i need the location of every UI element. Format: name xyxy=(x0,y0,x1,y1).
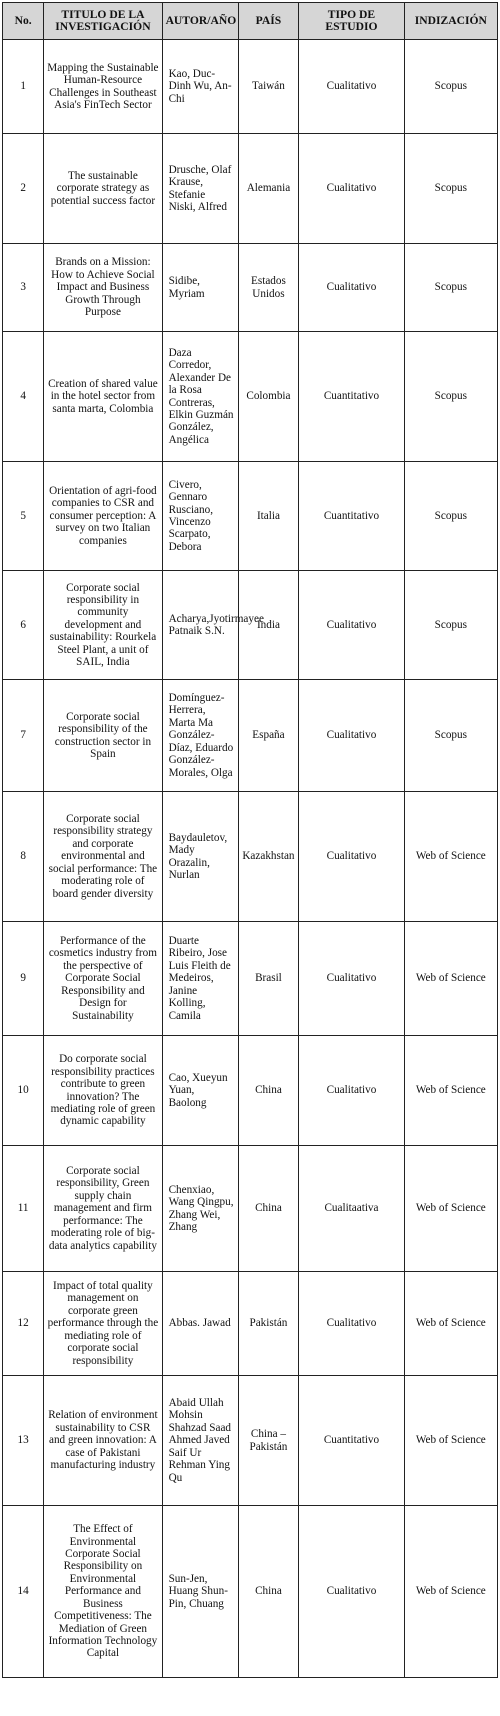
cell-study-type: Cualitativo xyxy=(299,680,404,792)
cell-country: China – Pakistán xyxy=(238,1376,299,1506)
table-row xyxy=(3,40,498,134)
cell-study-type: Cualitativo xyxy=(299,1506,404,1678)
cell-no: 7 xyxy=(3,680,44,792)
header-no: No. xyxy=(3,3,44,40)
header-author: AUTOR/AÑO xyxy=(162,3,238,40)
header-indexing: INDIZACIÓN xyxy=(404,3,497,40)
cell-study-type: Cuantitativo xyxy=(299,1376,404,1506)
cell-no: 11 xyxy=(3,1146,44,1272)
table-row xyxy=(3,1506,498,1678)
cell-country: China xyxy=(238,1036,299,1146)
cell-no: 2 xyxy=(3,134,44,244)
cell-study-type: Cuantitativo xyxy=(299,332,404,462)
cell-no: 5 xyxy=(3,462,44,571)
cell-no: 4 xyxy=(3,332,44,462)
cell-author: Kao, Duc-Dinh Wu, An-Chi xyxy=(162,40,238,134)
table-row xyxy=(3,571,498,680)
header-title: TITULO DE LA INVESTIGACIÓN xyxy=(44,3,162,40)
header-country: PAÍS xyxy=(238,3,299,40)
table-row xyxy=(3,792,498,922)
cell-country: Italia xyxy=(238,462,299,571)
cell-country: Taiwán xyxy=(238,40,299,134)
cell-country: India xyxy=(238,571,299,680)
cell-no: 3 xyxy=(3,244,44,332)
cell-indexing: Scopus xyxy=(404,462,497,571)
table-row xyxy=(3,332,498,462)
cell-no: 8 xyxy=(3,792,44,922)
cell-study-type: Cualitativo xyxy=(299,922,404,1036)
cell-author: Daza Corredor, Alexander De la Rosa Contreras, Elkin Guzmán González, Angélica xyxy=(162,332,238,462)
cell-country: Kazakhstan xyxy=(238,792,299,922)
cell-author: Sun-Jen, Huang Shun-Pin, Chuang xyxy=(162,1506,238,1678)
cell-no: 1 xyxy=(3,40,44,134)
table-row xyxy=(3,244,498,332)
table-row xyxy=(3,134,498,244)
cell-title: Mapping the Sustainable Human-Resource Challenges in Southeast Asia's FinTech Sector xyxy=(44,40,162,134)
cell-study-type: Cualitativo xyxy=(299,1272,404,1376)
cell-study-type: Cualitaativa xyxy=(299,1146,404,1272)
cell-study-type: Cualitativo xyxy=(299,40,404,134)
cell-no: 13 xyxy=(3,1376,44,1506)
cell-study-type: Cualitativo xyxy=(299,571,404,680)
cell-author: Duarte Ribeiro, Jose Luis Fleith de Medeiros, Janine Kolling, Camila xyxy=(162,922,238,1036)
cell-title: Creation of shared value in the hotel sector from santa marta, Colombia xyxy=(44,332,162,462)
table-row xyxy=(3,922,498,1036)
cell-study-type: Cuantitativo xyxy=(299,462,404,571)
cell-indexing: Scopus xyxy=(404,332,497,462)
cell-indexing: Web of Science xyxy=(404,1376,497,1506)
cell-author: Abaid Ullah Mohsin Shahzad Saad Ahmed Javed Saif Ur Rehman Ying Qu xyxy=(162,1376,238,1506)
cell-country: China xyxy=(238,1146,299,1272)
cell-study-type: Cualitativo xyxy=(299,134,404,244)
cell-country: Alemania xyxy=(238,134,299,244)
cell-author: Acharya,Jyotirmayee Patnaik S.N. xyxy=(162,571,238,680)
table-row xyxy=(3,680,498,792)
cell-country: Colombia xyxy=(238,332,299,462)
table-row xyxy=(3,1036,498,1146)
cell-no: 14 xyxy=(3,1506,44,1678)
cell-indexing: Scopus xyxy=(404,680,497,792)
cell-author: Baydauletov, Mady Orazalin, Nurlan xyxy=(162,792,238,922)
cell-author: Cao, Xueyun Yuan, Baolong xyxy=(162,1036,238,1146)
cell-title: Performance of the cosmetics industry from the perspective of Corporate Social Responsibility and Design for Sustainability xyxy=(44,922,162,1036)
header-row xyxy=(3,3,498,40)
cell-indexing: Scopus xyxy=(404,134,497,244)
cell-indexing: Web of Science xyxy=(404,1272,497,1376)
cell-author: Civero, Gennaro Rusciano, Vincenzo Scarpato, Debora xyxy=(162,462,238,571)
cell-title: Do corporate social responsibility practices contribute to green innovation? The mediating role of green dynamic capability xyxy=(44,1036,162,1146)
cell-title: Impact of total quality management on corporate green performance through the mediating role of corporate social responsibility xyxy=(44,1272,162,1376)
cell-indexing: Web of Science xyxy=(404,922,497,1036)
cell-indexing: Web of Science xyxy=(404,1146,497,1272)
table-row xyxy=(3,462,498,571)
cell-country: España xyxy=(238,680,299,792)
cell-no: 10 xyxy=(3,1036,44,1146)
cell-title: Corporate social responsibility in community development and sustainability: Rourkela Steel Plant, a unit of SAIL, India xyxy=(44,571,162,680)
cell-indexing: Web of Science xyxy=(404,1036,497,1146)
header-study-type: TIPO DE ESTUDIO xyxy=(299,3,404,40)
cell-country: China xyxy=(238,1506,299,1678)
cell-no: 6 xyxy=(3,571,44,680)
cell-country: Estados Unidos xyxy=(238,244,299,332)
cell-indexing: Scopus xyxy=(404,40,497,134)
cell-title: Corporate social responsibility strategy and corporate environmental and social performance: The moderating role of board gender diversity xyxy=(44,792,162,922)
cell-indexing: Web of Science xyxy=(404,792,497,922)
cell-study-type: Cualitativo xyxy=(299,1036,404,1146)
cell-country: Brasil xyxy=(238,922,299,1036)
cell-author: Drusche, Olaf Krause, Stefanie Niski, Alfred xyxy=(162,134,238,244)
cell-author: Chenxiao, Wang Qingpu, Zhang Wei, Zhang xyxy=(162,1146,238,1272)
cell-title: Relation of environment sustainability to CSR and green innovation: A case of Pakistani manufacturing industry xyxy=(44,1376,162,1506)
cell-no: 9 xyxy=(3,922,44,1036)
cell-title: The Effect of Environmental Corporate Social Responsibility on Environmental Performance and Business Competitiveness: The Mediation of Green Information Technology Capital xyxy=(44,1506,162,1678)
cell-title: Corporate social responsibility, Green supply chain management and firm performance: The moderating role of big-data analytics capability xyxy=(44,1146,162,1272)
cell-indexing: Scopus xyxy=(404,244,497,332)
table-row xyxy=(3,1146,498,1272)
table-row xyxy=(3,1272,498,1376)
cell-author: Domínguez-Herrera, Marta Ma González-Díaz, Eduardo González-Morales, Olga xyxy=(162,680,238,792)
table-row xyxy=(3,1376,498,1506)
cell-study-type: Cualitativo xyxy=(299,244,404,332)
cell-indexing: Scopus xyxy=(404,571,497,680)
cell-author: Sidibe, Myriam xyxy=(162,244,238,332)
cell-title: Brands on a Mission: How to Achieve Social Impact and Business Growth Through Purpose xyxy=(44,244,162,332)
cell-indexing: Web of Science xyxy=(404,1506,497,1678)
cell-title: The sustainable corporate strategy as potential success factor xyxy=(44,134,162,244)
cell-title: Corporate social responsibility of the construction sector in Spain xyxy=(44,680,162,792)
cell-country: Pakistán xyxy=(238,1272,299,1376)
cell-author: Abbas. Jawad xyxy=(162,1272,238,1376)
cell-no: 12 xyxy=(3,1272,44,1376)
research-table xyxy=(2,2,498,1678)
cell-study-type: Cualitativo xyxy=(299,792,404,922)
cell-title: Orientation of agri-food companies to CSR and consumer perception: A survey on two Italian companies xyxy=(44,462,162,571)
